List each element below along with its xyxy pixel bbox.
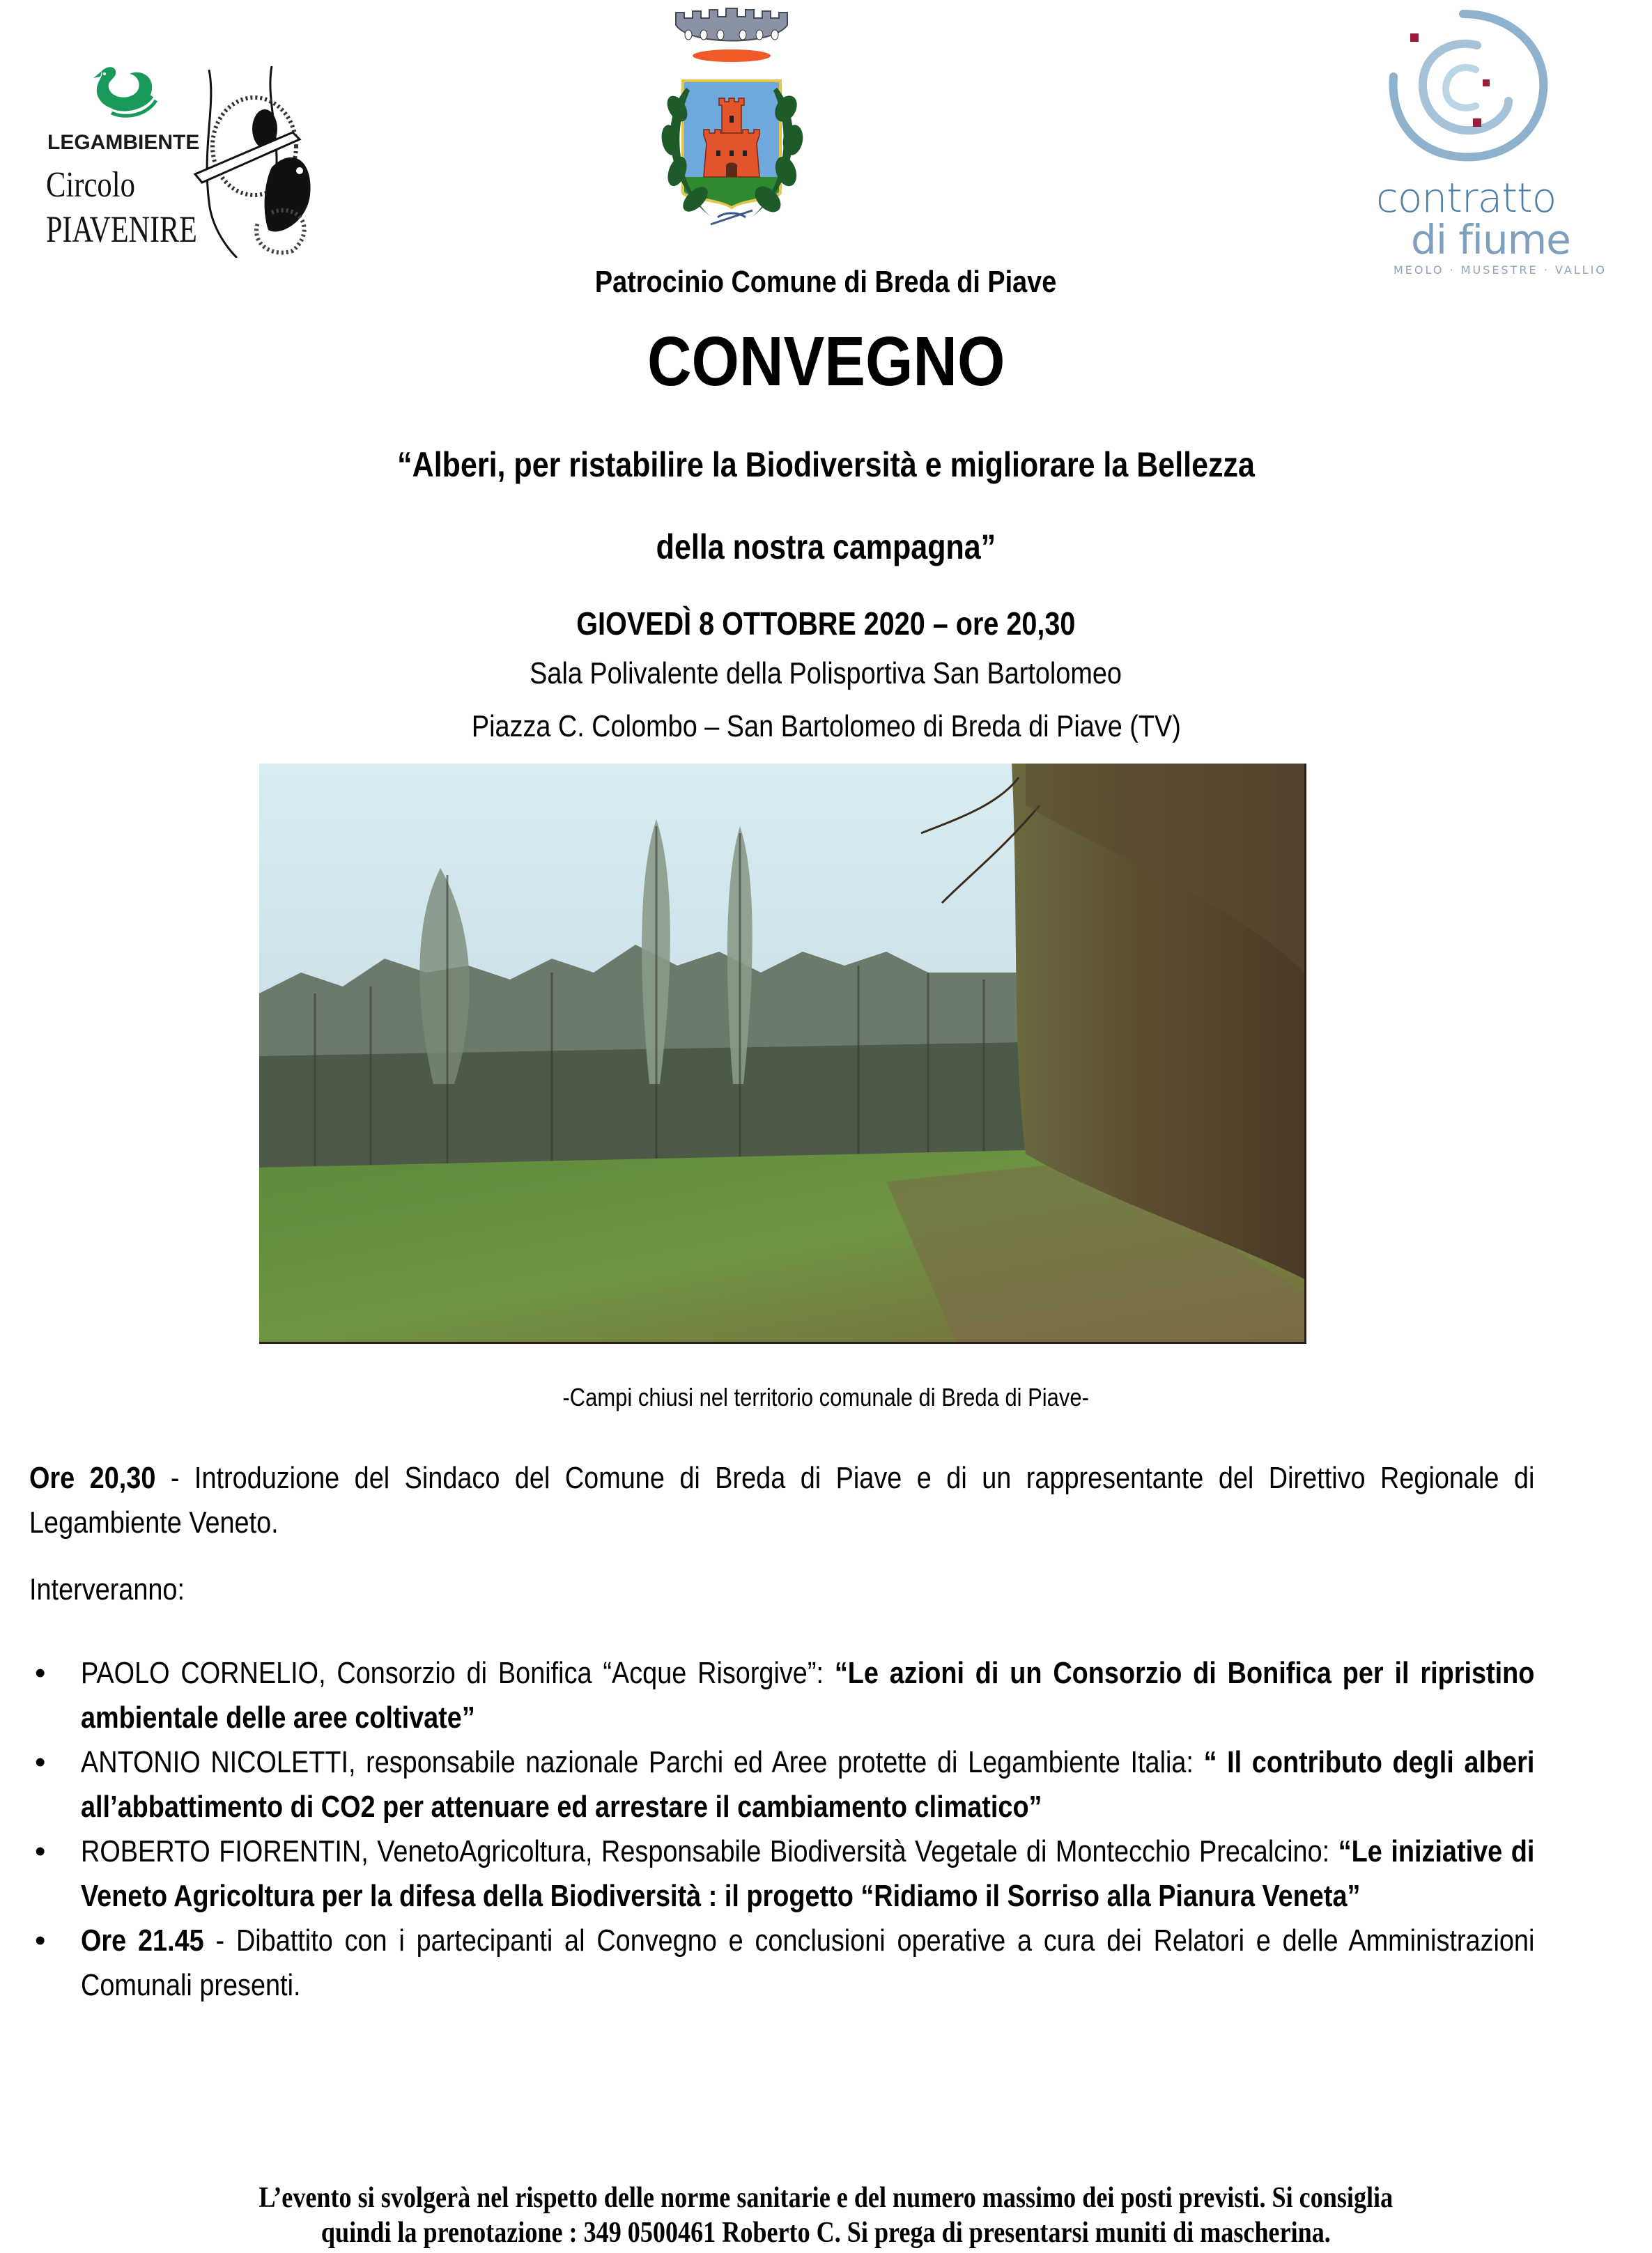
list-item: [29, 1740, 1534, 1829]
event-kicker-text: CONVEGNO: [647, 323, 1005, 401]
patronage-line: [0, 265, 1652, 300]
list-item: [29, 1919, 1534, 2008]
woodpecker-chestnut-illustration-icon: [188, 63, 321, 258]
speakers-label: [29, 1567, 1534, 1612]
event-title-line-1: [0, 444, 1652, 485]
mural-crown-icon: [676, 8, 787, 62]
venue-text-1: Sala Polivalente della Polisportiva San Bartolomeo: [530, 656, 1122, 690]
event-title-text-1: “Alberi, per ristabilire la Biodiversità e migliorare la Bellezza: [397, 445, 1255, 484]
speakers-label-text: Interveranno:: [29, 1572, 185, 1606]
event-title-text-2: della nostra campagna”: [656, 527, 996, 566]
health-notice-line-2: quindi la prenotazione : 349 0500461 Roberto C. Si prega di presentarsi muniti di mascherina.: [321, 2217, 1331, 2249]
health-notice-line-1: L’evento si svolgerà nel rispetto delle norme sanitarie e del numero massimo dei posti previsti. Si consiglia: [258, 2182, 1394, 2214]
program-intro: [29, 1456, 1534, 1545]
list-item: [29, 1829, 1534, 1919]
debate-time: Ore 21.45: [81, 1923, 204, 1958]
bullet-icon: •: [35, 1834, 46, 1868]
list-item: [29, 1651, 1534, 1740]
legambiente-piavenire-logo: [21, 28, 321, 250]
speaker-talk-title: “Le azioni di un Consorzio di Bonifica per il ripristino ambientale delle aree coltivate”: [81, 1656, 1535, 1735]
event-kicker: [0, 322, 1652, 402]
bullet-icon: •: [35, 1923, 46, 1958]
venue-line-2: [0, 709, 1652, 744]
debate-text: - Dibattito con i partecipanti al Convegno e conclusioni operative a cura dei Relatori e delle Amministrazioni Comunali presenti.: [81, 1923, 1535, 2002]
event-title-line-2: [0, 527, 1652, 567]
speaker-talk-title: “ Il contributo degli alberi all’abbattimento di CO2 per attenuare ed arrestare il cambiamento climatico”: [81, 1745, 1535, 1824]
event-datetime-text: GIOVEDÌ 8 OTTOBRE 2020 – ore 20,30: [576, 605, 1076, 642]
photo-caption-text: -Campi chiusi nel territorio comunale di Breda di Piave-: [562, 1383, 1090, 1411]
coat-of-arms-icon: [634, 4, 829, 227]
photo-caption: [0, 1383, 1652, 1412]
comune-breda-di-piave-crest: [634, 4, 829, 227]
speaker-lead: ANTONIO NICOLETTI, responsabile nazionale Parchi ed Aree protette di Legambiente Italia:: [81, 1745, 1204, 1779]
patronage-text: Patrocinio Comune di Breda di Piave: [595, 265, 1057, 299]
circolo-label: Circolo: [46, 165, 135, 205]
legambiente-wordmark: LEGAMBIENTE: [47, 131, 200, 154]
landscape-photo: [259, 764, 1306, 1344]
venue-text-2: Piazza C. Colombo – San Bartolomeo di Breda di Piave (TV): [471, 709, 1181, 743]
speaker-talk-title: “Le iniziative di Veneto Agricoltura per la difesa della Biodiversità : il progetto “Ridiamo il Sorriso alla Pianura Veneta”: [81, 1834, 1535, 1913]
contratto-wordmark: contratto: [1376, 174, 1557, 222]
rivers-subtitle: MEOLO · MUSESTRE · VALLIO: [1394, 263, 1607, 277]
river-swirl-icon: [1373, 7, 1582, 174]
bullet-icon: •: [35, 1745, 46, 1779]
venue-line-1: [0, 656, 1652, 691]
field-and-trees-photo-icon: [259, 764, 1304, 1342]
speaker-lead: ROBERTO FIORENTIN, VenetoAgricoltura, Responsabile Biodiversità Vegetale di Montecchio Precalcino:: [81, 1834, 1338, 1868]
di-fiume-wordmark: di fiume: [1411, 216, 1570, 263]
intro-text: - Introduzione del Sindaco del Comune di Breda di Piave e di un rappresentante del Direttivo Regionale di Legambiente Veneto.: [29, 1461, 1535, 1540]
speaker-lead: PAOLO CORNELIO, Consorzio di Bonifica “Acque Risorgive”:: [81, 1656, 835, 1690]
health-notice: [0, 2181, 1652, 2250]
contratto-di-fiume-logo: [1324, 7, 1616, 279]
speakers-list: [29, 1651, 1534, 2008]
event-datetime: [0, 605, 1652, 642]
intro-time: Ore 20,30: [29, 1461, 156, 1495]
legambiente-swan-icon: [88, 64, 164, 127]
piavenire-label: PIAVENIRE: [46, 208, 197, 250]
bullet-icon: •: [35, 1656, 46, 1690]
